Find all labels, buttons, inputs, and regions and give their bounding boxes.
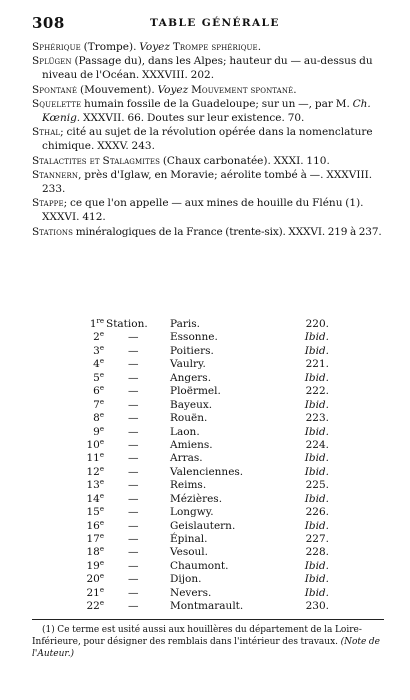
entry-reference-target: Trompe sphérique. xyxy=(169,41,262,53)
station-page-reference: Ibid. xyxy=(304,452,329,465)
station-city: Nevers. xyxy=(170,586,212,599)
station-ordinal xyxy=(66,560,104,573)
station-ditto-dash: — xyxy=(128,412,139,425)
station-row xyxy=(32,426,388,439)
station-city: Vaulry. xyxy=(170,358,206,371)
station-ditto-dash: — xyxy=(128,385,139,398)
station-number: 9 xyxy=(93,425,100,438)
station-number: 17 xyxy=(86,533,100,545)
station-number: 20 xyxy=(86,573,100,586)
station-row xyxy=(32,560,388,573)
station-ordinal-suffix: e xyxy=(99,451,104,460)
station-ordinal xyxy=(66,546,104,559)
station-number: 14 xyxy=(86,492,100,505)
station-number: 5 xyxy=(93,371,100,384)
station-row xyxy=(32,331,388,344)
station-number: 10 xyxy=(86,438,100,451)
station-page-reference: Ibid. xyxy=(304,492,329,505)
entry-head: Spontané xyxy=(32,83,78,96)
station-ordinal xyxy=(66,533,104,546)
station-number: 2 xyxy=(93,331,100,344)
station-ordinal xyxy=(66,318,104,331)
station-number: 16 xyxy=(86,519,100,532)
station-ditto-dash: — xyxy=(128,371,139,384)
station-ditto-dash: — xyxy=(128,331,139,344)
station-ordinal xyxy=(66,573,104,586)
station-row xyxy=(32,600,388,613)
station-number: 11 xyxy=(86,452,100,465)
station-ordinal-suffix: re xyxy=(96,317,104,325)
station-row xyxy=(32,318,388,331)
station-city: Rouën. xyxy=(170,412,208,425)
station-page-reference: Ibid. xyxy=(304,331,329,344)
station-number: 22 xyxy=(86,600,100,613)
entry-text: ; ce que l'on appelle — aux mines de houille du Flénu (1). XXXVI. 412. xyxy=(42,197,364,224)
station-ordinal xyxy=(66,426,104,439)
entry-author: Ch. Kœnig xyxy=(42,97,371,125)
station-ordinal-suffix: e xyxy=(99,330,104,339)
station-row xyxy=(32,452,388,465)
station-page-reference: 221. xyxy=(305,358,329,371)
index-entry xyxy=(32,225,388,239)
station-ordinal-suffix: e xyxy=(99,343,104,352)
station-number: 8 xyxy=(93,412,100,425)
station-ordinal-suffix: e xyxy=(99,478,104,487)
station-ditto-dash: — xyxy=(128,559,139,572)
stations-list xyxy=(32,318,388,614)
station-row xyxy=(32,506,388,519)
station-page-reference: 230. xyxy=(305,600,329,613)
station-ditto-dash: — xyxy=(128,506,139,519)
station-ordinal-suffix: e xyxy=(99,585,104,594)
station-ordinal-suffix: e xyxy=(99,357,104,366)
station-ordinal-suffix: e xyxy=(99,437,104,446)
station-city: Valenciennes. xyxy=(170,465,244,478)
running-title: TABLE GÉNÉRALE xyxy=(150,17,280,29)
station-ordinal-suffix: e xyxy=(99,384,104,393)
station-ditto-dash: — xyxy=(128,425,139,438)
station-ordinal-suffix: e xyxy=(99,572,104,581)
station-row xyxy=(32,358,388,371)
station-ordinal-suffix: e xyxy=(99,397,104,406)
station-ditto-dash: — xyxy=(128,600,139,613)
station-city: Montmarault. xyxy=(170,600,244,613)
station-city: Amiens. xyxy=(170,438,213,451)
station-number: 18 xyxy=(86,546,100,559)
station-row xyxy=(32,546,388,559)
station-ditto-dash: — xyxy=(128,398,139,411)
station-ditto-dash: — xyxy=(128,492,139,505)
station-ordinal xyxy=(66,493,104,506)
entry-head: Stannern xyxy=(32,168,79,181)
station-number: 6 xyxy=(93,385,100,398)
station-row xyxy=(32,587,388,600)
station-page-reference: Ibid. xyxy=(304,465,329,478)
station-ditto-dash: — xyxy=(128,546,139,559)
station-ordinal xyxy=(66,345,104,358)
index-entry xyxy=(32,97,388,125)
station-ordinal-suffix: e xyxy=(99,558,104,567)
station-city: Angers. xyxy=(170,371,212,384)
station-city: Bayeux. xyxy=(170,398,213,411)
station-ordinal xyxy=(66,439,104,452)
station-page-reference: 225. xyxy=(305,479,329,492)
station-row xyxy=(32,345,388,358)
station-page-reference: Ibid. xyxy=(304,586,329,599)
station-ordinal xyxy=(66,372,104,385)
station-ordinal-suffix: e xyxy=(99,464,104,473)
station-ordinal xyxy=(66,600,104,613)
station-row xyxy=(32,493,388,506)
index-entry xyxy=(32,196,388,224)
station-label: Station. xyxy=(106,318,148,330)
entry-text: (Passage du), dans les Alpes; hauteur du — au-dessus du niveau de l'Océan. XXXVIII. 202. xyxy=(42,55,373,82)
station-ordinal-suffix: e xyxy=(99,424,104,433)
station-row xyxy=(32,573,388,586)
entry-text: , près d'Iglaw, en Moravie; aérolite tombé à —. XXXVIII. 233. xyxy=(42,168,373,196)
footnote-attribution: (Note de l'Auteur.) xyxy=(32,637,380,659)
entry-head: Stappe xyxy=(32,197,64,210)
station-number: 4 xyxy=(93,358,100,371)
entry-reference-target: Mouvement spontané. xyxy=(188,83,297,96)
station-ordinal xyxy=(66,399,104,412)
footnote xyxy=(32,624,388,660)
entry-text: (Mouvement). xyxy=(77,83,158,96)
station-page-reference: Ibid. xyxy=(304,425,329,438)
entry-text: humain fossile de la Guadeloupe; sur un —, par M. xyxy=(81,97,353,110)
station-ditto-dash: — xyxy=(128,533,139,545)
entry-text: (Chaux carbonatée). XXXI. 110. xyxy=(160,154,330,167)
station-ordinal xyxy=(66,479,104,492)
station-page-reference: 222. xyxy=(305,385,329,398)
station-number: 13 xyxy=(86,479,100,492)
station-city: Chaumont. xyxy=(170,559,229,572)
station-ordinal-suffix: e xyxy=(99,505,104,514)
station-ordinal xyxy=(66,358,104,371)
station-ditto-dash: — xyxy=(128,573,139,586)
station-ditto-dash: — xyxy=(128,358,139,371)
station-city: Essonne. xyxy=(170,331,218,344)
station-ordinal xyxy=(66,331,104,344)
station-city: Paris. xyxy=(170,318,200,330)
station-ditto-dash: — xyxy=(128,344,139,357)
station-page-reference: 227. xyxy=(305,533,329,545)
station-row xyxy=(32,412,388,425)
station-page-reference: Ibid. xyxy=(304,573,329,586)
station-ordinal-suffix: e xyxy=(99,545,104,554)
station-city: Épinal. xyxy=(170,533,208,545)
station-row xyxy=(32,439,388,452)
station-number: 1 xyxy=(89,318,97,330)
entry-head: Sphérique xyxy=(32,41,81,53)
station-number: 12 xyxy=(86,465,100,478)
index-entry xyxy=(32,154,388,168)
station-page-reference: 228. xyxy=(305,546,329,559)
station-page-reference: 220. xyxy=(305,318,329,330)
station-ordinal xyxy=(66,385,104,398)
station-page-reference: 224. xyxy=(305,438,329,451)
station-number: 3 xyxy=(93,344,100,357)
station-ordinal-suffix: e xyxy=(99,411,104,420)
station-city: Ploërmel. xyxy=(170,385,221,398)
station-row xyxy=(32,520,388,533)
station-page-reference: Ibid. xyxy=(304,519,329,532)
index-entry xyxy=(32,125,388,153)
entry-text-after: . XXXVII. 66. Doutes sur leur existence. 70. xyxy=(76,112,305,125)
entry-reference-voyez: Voyez xyxy=(157,83,189,96)
station-row xyxy=(32,479,388,492)
entry-reference-voyez: Voyez xyxy=(139,41,170,53)
station-row xyxy=(32,372,388,385)
entry-text: minéralogiques de la France (trente-six). XXXVI. 219 à 237. xyxy=(73,225,382,238)
entry-head: Splügen xyxy=(32,55,72,68)
entry-head: Squelette xyxy=(32,97,82,110)
station-ordinal-suffix: e xyxy=(99,599,104,608)
station-city: Vesoul. xyxy=(170,546,209,559)
index-entry xyxy=(32,83,388,97)
station-row xyxy=(32,399,388,412)
station-ditto-dash: — xyxy=(128,438,139,451)
station-ordinal xyxy=(66,466,104,479)
station-page-reference: 223. xyxy=(305,412,329,425)
station-ordinal-suffix: e xyxy=(99,532,104,540)
entry-head: Stalactites et Stalagmites xyxy=(32,154,160,167)
station-row xyxy=(32,533,388,546)
station-number: 19 xyxy=(86,559,100,572)
entry-text: (Trompe). xyxy=(80,41,140,53)
station-city: Reims. xyxy=(170,479,207,492)
index-entries xyxy=(32,40,388,239)
station-ditto-dash: — xyxy=(128,586,139,599)
station-city: Longwy. xyxy=(170,506,214,519)
station-city: Laon. xyxy=(170,425,200,438)
station-city: Poitiers. xyxy=(170,344,214,357)
station-ditto-dash: — xyxy=(128,465,139,478)
station-city: Dijon. xyxy=(170,573,202,586)
station-ordinal xyxy=(66,520,104,533)
page-number: 308 xyxy=(32,14,65,32)
station-city: Mézières. xyxy=(170,492,223,505)
station-number: 7 xyxy=(93,398,100,411)
station-ordinal xyxy=(66,587,104,600)
station-ordinal-suffix: e xyxy=(99,518,104,527)
footnote-text: (1) Ce terme est usité aussi aux houillères du département de la Loire-Inférieure, pour désigner des remblais dans l'intérieur des travaux. xyxy=(32,625,362,647)
station-page-reference: Ibid. xyxy=(304,398,329,411)
station-page-reference: Ibid. xyxy=(304,559,329,572)
station-number: 15 xyxy=(86,506,100,519)
station-city: Geislautern. xyxy=(170,519,236,532)
station-number: 21 xyxy=(86,586,100,599)
entry-text: ; cité au sujet de la révolution opérée dans la nomenclature chimique. XXXV. 243. xyxy=(42,126,373,153)
index-entry xyxy=(32,40,388,54)
station-row xyxy=(32,385,388,398)
station-ordinal-suffix: e xyxy=(99,491,104,500)
station-ordinal xyxy=(66,452,104,465)
station-page-reference: Ibid. xyxy=(304,371,329,384)
station-page-reference: 226. xyxy=(305,506,329,519)
station-page-reference: Ibid. xyxy=(304,344,329,357)
entry-head: Stations xyxy=(32,225,74,238)
station-ditto-dash: — xyxy=(128,519,139,532)
station-ordinal xyxy=(66,412,104,425)
entry-head: Sthal xyxy=(32,126,61,139)
index-entry xyxy=(32,54,388,82)
index-entry xyxy=(32,168,388,196)
station-ordinal xyxy=(66,506,104,519)
station-ditto-dash: — xyxy=(128,452,139,465)
station-ordinal-suffix: e xyxy=(99,370,104,379)
footnote-divider xyxy=(32,619,384,620)
station-ditto-dash: — xyxy=(128,479,139,492)
station-row xyxy=(32,466,388,479)
station-city: Arras. xyxy=(170,452,203,465)
page-header xyxy=(32,14,384,36)
